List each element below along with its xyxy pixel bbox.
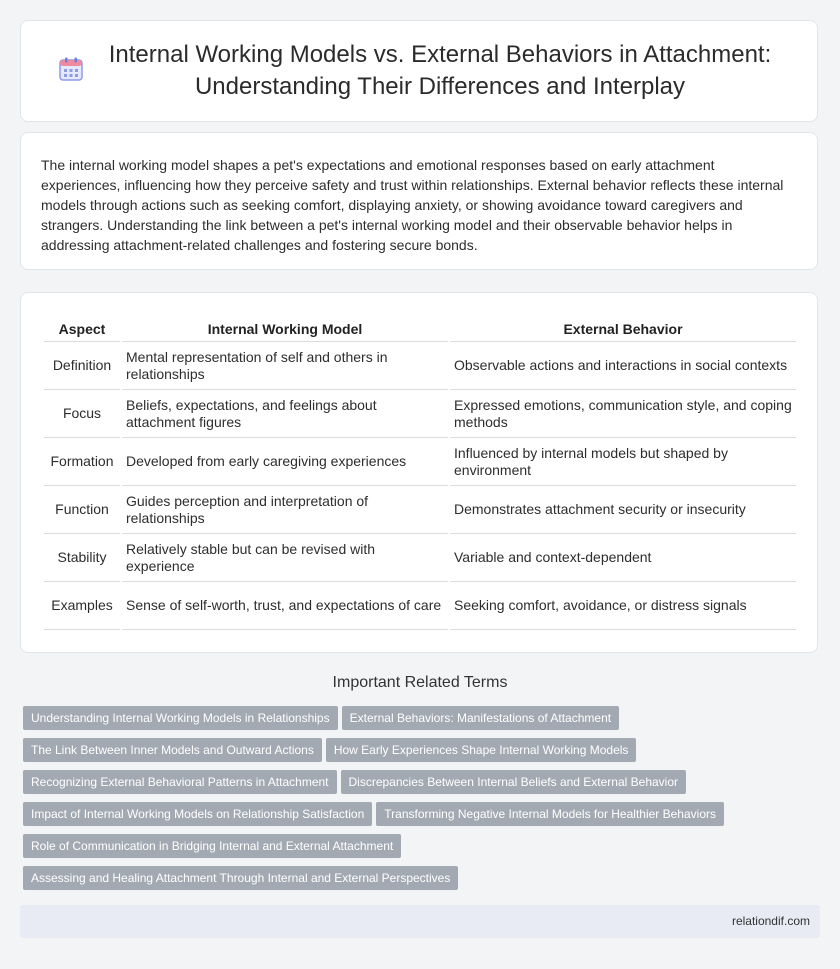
related-terms-heading: Important Related Terms bbox=[332, 674, 508, 691]
intro-paragraph: The internal working model shapes a pet's expectations and emotional responses based on early attachment experiences, influencing how they perceive safety and trust within relationships. External behavior reflects these internal models through actions such as seeking comfort, displaying anxiety, or showing avoidance toward caregivers and strangers. Understanding the link between a pet's internal working model and their observable behavior helps in addressing attachment-related challenges and fostering secure bonds. bbox=[41, 157, 784, 253]
related-term-link[interactable]: Recognizing External Behavioral Patterns in Attachment bbox=[23, 770, 337, 794]
row-internal-model: Sense of self-worth, trust, and expectations of care bbox=[122, 582, 448, 630]
header-card bbox=[20, 20, 818, 122]
row-external-behavior: Observable actions and interactions in social contexts bbox=[450, 342, 796, 390]
table-row bbox=[44, 438, 796, 486]
related-term-link[interactable]: External Behaviors: Manifestations of Attachment bbox=[342, 706, 619, 730]
page-title: Internal Working Models vs. External Behaviors in Attachment: Understanding Their Differences and Interplay bbox=[108, 41, 772, 100]
row-internal-model: Developed from early caregiving experiences bbox=[122, 438, 448, 486]
intro-card bbox=[20, 132, 818, 270]
table-row bbox=[44, 486, 796, 534]
table-row bbox=[44, 342, 796, 390]
table-row bbox=[44, 390, 796, 438]
row-external-behavior: Expressed emotions, communication style, and coping methods bbox=[450, 390, 796, 438]
row-aspect: Definition bbox=[44, 342, 120, 390]
row-external-behavior: Seeking comfort, avoidance, or distress signals bbox=[450, 582, 796, 630]
related-term-link[interactable]: Assessing and Healing Attachment Through Internal and External Perspectives bbox=[23, 866, 458, 890]
column-header-internal-working-model: Internal Working Model bbox=[122, 313, 448, 342]
comparison-table-card bbox=[20, 292, 818, 653]
row-aspect: Function bbox=[44, 486, 120, 534]
related-terms-list bbox=[23, 706, 803, 898]
column-header-external-behavior: External Behavior bbox=[450, 313, 796, 342]
table-row bbox=[44, 582, 796, 630]
footer bbox=[20, 905, 820, 938]
row-aspect: Focus bbox=[44, 390, 120, 438]
row-external-behavior: Influenced by internal models but shaped by environment bbox=[450, 438, 796, 486]
row-internal-model: Mental representation of self and others in relationships bbox=[122, 342, 448, 390]
row-external-behavior: Demonstrates attachment security or insecurity bbox=[450, 486, 796, 534]
related-term-link[interactable]: Impact of Internal Working Models on Relationship Satisfaction bbox=[23, 802, 372, 826]
comparison-table bbox=[42, 313, 798, 630]
related-term-link[interactable]: Discrepancies Between Internal Beliefs and External Behavior bbox=[341, 770, 687, 794]
related-term-link[interactable]: How Early Experiences Shape Internal Working Models bbox=[326, 738, 637, 762]
row-aspect: Formation bbox=[44, 438, 120, 486]
row-internal-model: Relatively stable but can be revised with experience bbox=[122, 534, 448, 582]
related-term-link[interactable]: Transforming Negative Internal Models for Healthier Behaviors bbox=[376, 802, 724, 826]
calendar-icon bbox=[58, 56, 84, 87]
row-external-behavior: Variable and context-dependent bbox=[450, 534, 796, 582]
table-header-row bbox=[44, 313, 796, 342]
column-header-aspect: Aspect bbox=[44, 313, 120, 342]
row-internal-model: Guides perception and interpretation of relationships bbox=[122, 486, 448, 534]
related-term-link[interactable]: Understanding Internal Working Models in Relationships bbox=[23, 706, 338, 730]
related-term-link[interactable]: The Link Between Inner Models and Outward Actions bbox=[23, 738, 322, 762]
row-aspect: Examples bbox=[44, 582, 120, 630]
footer-site-link[interactable]: relationdif.com bbox=[731, 914, 810, 928]
table-row bbox=[44, 534, 796, 582]
related-term-link[interactable]: Role of Communication in Bridging Internal and External Attachment bbox=[23, 834, 401, 858]
row-internal-model: Beliefs, expectations, and feelings about attachment figures bbox=[122, 390, 448, 438]
row-aspect: Stability bbox=[44, 534, 120, 582]
